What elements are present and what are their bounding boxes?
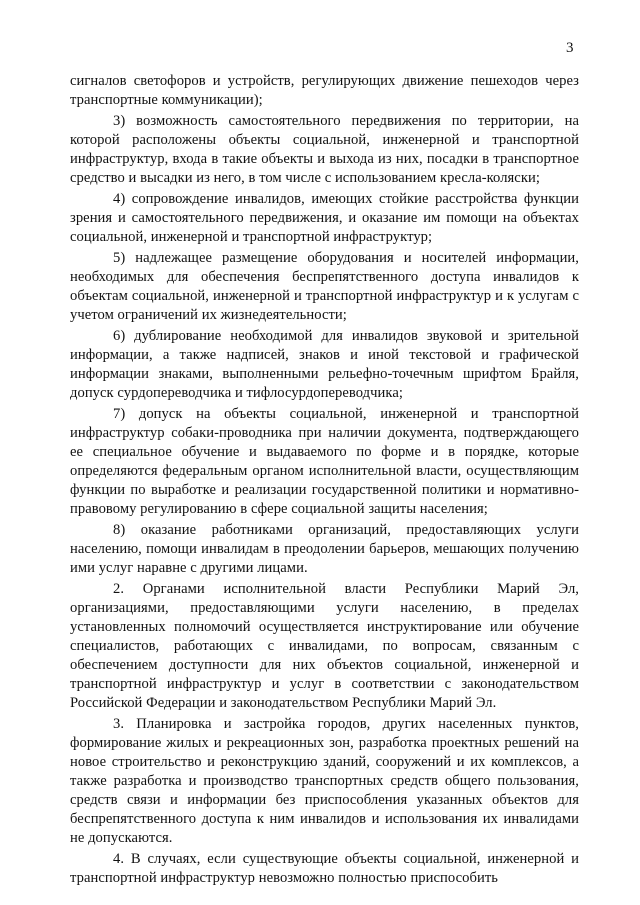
paragraph-section-3: 3. Планировка и застройка городов, других населенных пунктов, формирование жилых и рекреационных зон, разработка проектных решений на новое строительство и реконструкцию зданий, сооружений и их комплексов, а также разработка и производство транспортных средств общего пользования, средств связи и информации без приспособления указанных объектов для беспрепятственного доступа к ним инвалидов и использования их инвалидами не допускаются. [70, 716, 579, 846]
paragraph-section-4: 4. В случаях, если существующие объекты социальной, инженерной и транспортной инфраструктур невозможно полностью приспособить [70, 851, 579, 886]
paragraph-continuation: сигналов светофоров и устройств, регулирующих движение пешеходов через транспортные коммуникации); [70, 73, 579, 108]
paragraph-item-7: 7) допуск на объекты социальной, инженерной и транспортной инфраструктур собаки-проводника при наличии документа, подтверждающего ее специальное обучение и выдаваемого по форме и в порядке, которые определяются федеральным органом исполнительной власти, осуществляющим функции по выработке и реализации государственной политики и нормативно-правовому регулированию в сфере социальной защиты населения; [70, 406, 579, 517]
paragraph-item-3: 3) возможность самостоятельного передвижения по территории, на которой расположены объекты социальной, инженерной и транспортной инфраструктур, входа в такие объекты и выхода из них, посадки в транспортное средство и высадки из него, в том числе с использованием кресла-коляски; [70, 113, 579, 186]
paragraph-item-4: 4) сопровождение инвалидов, имеющих стойкие расстройства функции зрения и самостоятельного передвижения, и оказание им помощи на объектах социальной, инженерной и транспортной инфраструктур; [70, 191, 579, 245]
paragraph-item-8: 8) оказание работниками организаций, предоставляющих услуги населению, помощи инвалидам в преодолении барьеров, мешающих получению ими услуг наравне с другими лицами. [70, 522, 579, 576]
paragraph-section-2: 2. Органами исполнительной власти Республики Марий Эл, организациями, предоставляющими услуги населению, в пределах установленных полномочий осуществляется инструктирование или обучение специалистов, работающих с инвалидами, по вопросам, связанным с обеспечением доступности для них объектов социальной, инженерной и транспортной инфраструктур и услуг в соответствии с законодательством Российской Федерации и законодательством Республики Марий Эл. [70, 581, 579, 711]
page-number: 3 [566, 40, 574, 56]
paragraph-item-5: 5) надлежащее размещение оборудования и носителей информации, необходимых для обеспечения беспрепятственного доступа инвалидов к объектам социальной, инженерной и транспортной инфраструктур и к услугам с учетом ограничений их жизнедеятельности; [70, 250, 579, 323]
paragraph-item-6: 6) дублирование необходимой для инвалидов звуковой и зрительной информации, а также надписей, знаков и иной текстовой и графической информации знаками, выполненными рельефно-точечным шрифтом Брайля, допуск сурдопереводчика и тифлосурдопереводчика; [70, 328, 579, 401]
document-body [70, 72, 579, 890]
